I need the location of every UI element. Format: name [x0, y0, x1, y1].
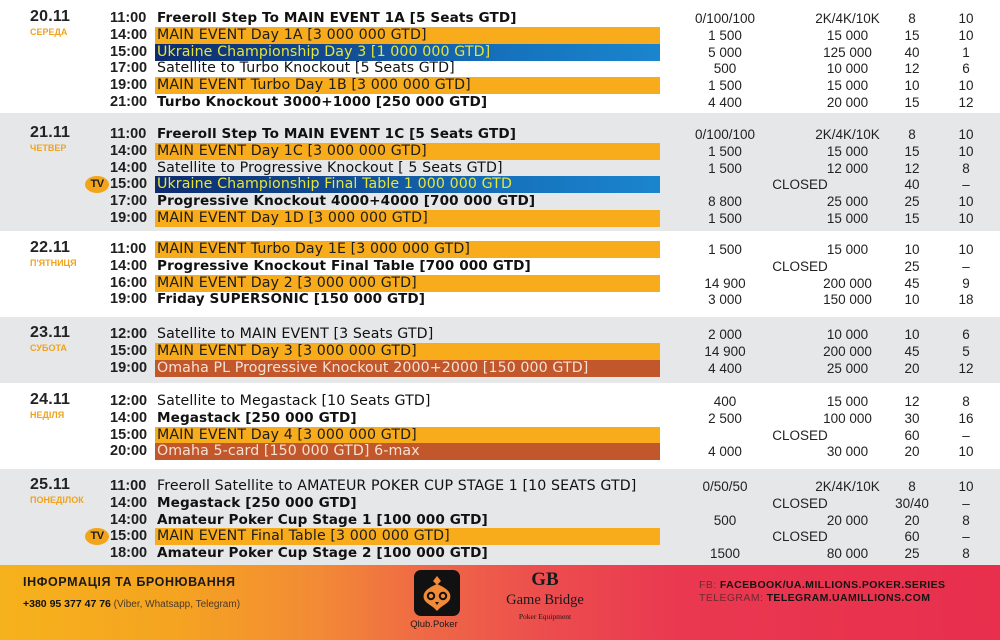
qlub-poker-icon [414, 570, 460, 616]
event-buyin: 2 500 [708, 410, 742, 426]
event-levels: 10 [904, 292, 920, 308]
event-row [0, 495, 1000, 512]
event-levels: 45 [904, 275, 920, 291]
event-time: 11:00 [110, 241, 147, 257]
event-row [0, 410, 1000, 427]
event-status-closed: CLOSED [772, 529, 828, 545]
event-late-reg: 10 [958, 211, 974, 226]
event-name: Amateur Poker Cup Stage 1 [100 000 GTD] [157, 511, 488, 528]
event-stack: 200 000 [823, 343, 872, 359]
event-buyin: 3 000 [708, 292, 742, 308]
contact-phone[interactable] [23, 598, 240, 610]
event-levels: 30/40 [895, 495, 929, 511]
event-levels: 40 [904, 44, 920, 60]
day-weekday: НЕДІЛЯ [30, 410, 65, 420]
event-row [0, 10, 1000, 27]
event-stack: 25 000 [826, 360, 869, 376]
event-late-reg: 8 [962, 160, 970, 176]
qlub-poker-label: Qlub.Poker [410, 619, 458, 630]
event-name: MAIN EVENT Turbo Day 1B [3 000 000 GTD] [155, 77, 660, 94]
event-buyin: 400 [713, 394, 737, 409]
event-status-closed: CLOSED [772, 177, 828, 193]
info-title: ІНФОРМАЦІЯ ТА БРОНЮВАННЯ [23, 575, 236, 589]
event-row [0, 241, 1000, 258]
event-buyin: 8 800 [708, 194, 742, 210]
event-late-reg: 10 [958, 143, 974, 159]
event-buyin: 1 500 [708, 242, 742, 257]
event-buyin: 14 900 [704, 275, 746, 291]
event-name: Omaha 5-card [150 000 GTD] 6-max [155, 443, 660, 460]
event-name: Friday SUPERSONIC [150 000 GTD] [157, 291, 426, 308]
event-late-reg: 18 [958, 292, 974, 308]
event-time: 15:00 [110, 43, 148, 60]
event-levels: 8 [908, 479, 916, 494]
event-stack: 150 000 [823, 292, 872, 308]
event-time: 14:00 [110, 26, 148, 43]
event-stack: 80 000 [826, 546, 869, 562]
event-stack: 15 000 [826, 143, 869, 159]
event-row [0, 427, 1000, 444]
event-time: 15:00 [110, 176, 148, 193]
day-weekday: СЕРЕДА [30, 27, 68, 37]
event-buyin: 4 000 [708, 444, 742, 460]
event-time: 19:00 [110, 291, 148, 308]
event-levels: 20 [904, 512, 920, 528]
event-name: Satellite to Megastack [10 Seats GTD] [157, 393, 431, 409]
event-status-closed: CLOSED [772, 258, 828, 274]
event-name: Turbo Knockout 3000+1000 [250 000 GTD] [157, 94, 488, 110]
event-name: MAIN EVENT Final Table [3 000 000 GTD] [155, 528, 660, 545]
event-levels: 20 [904, 444, 920, 460]
event-levels: 40 [904, 177, 920, 193]
event-time: 14:00 [110, 159, 148, 176]
event-levels: 15 [904, 27, 920, 43]
event-time: 15:00 [110, 426, 148, 443]
event-row [0, 176, 1000, 193]
event-buyin: 14 900 [704, 343, 746, 359]
event-time: 11:00 [110, 126, 147, 142]
event-status-closed: CLOSED [772, 495, 828, 511]
event-late-reg: 1 [962, 44, 970, 60]
event-time: 11:00 [110, 10, 147, 26]
event-buyin: 1500 [709, 546, 741, 562]
event-late-reg: 16 [958, 410, 974, 426]
day-date: 22.11 [30, 239, 71, 256]
event-buyin: 0/100/100 [694, 127, 756, 142]
event-name: MAIN EVENT Day 4 [3 000 000 GTD] [155, 427, 660, 444]
event-row [0, 326, 1000, 343]
event-name: Freeroll Step To MAIN EVENT 1C [5 Seats GTD] [157, 126, 517, 142]
event-stack: 2K/4K/10K [815, 479, 880, 494]
day-block [0, 113, 1000, 231]
event-stack: 20 000 [826, 512, 869, 528]
event-stack: 30 000 [826, 444, 869, 460]
event-row [0, 143, 1000, 160]
event-time: 18:00 [110, 545, 148, 562]
event-levels: 20 [904, 360, 920, 376]
event-time: 14:00 [110, 409, 148, 426]
event-stack: 15 000 [826, 394, 869, 409]
event-stack: 200 000 [823, 275, 872, 291]
event-time: 12:00 [110, 326, 148, 342]
event-time: 14:00 [110, 494, 148, 511]
event-late-reg: – [962, 529, 970, 545]
event-row [0, 160, 1000, 177]
event-row [0, 44, 1000, 61]
footer [0, 565, 1000, 640]
day-date: 25.11 [30, 476, 71, 493]
event-name: Progressive Knockout 4000+4000 [700 000 GTD] [157, 193, 536, 210]
event-late-reg: – [962, 495, 970, 511]
event-buyin: 2 000 [708, 327, 742, 342]
event-name: MAIN EVENT Day 2 [3 000 000 GTD] [155, 275, 660, 292]
event-stack: 10 000 [826, 327, 869, 342]
event-levels: 60 [904, 427, 920, 443]
event-name: MAIN EVENT Day 1D [3 000 000 GTD] [155, 210, 660, 227]
fb-link[interactable]: FACEBOOK/UA.MILLIONS.POKER.SERIES [719, 579, 946, 591]
event-buyin: 1 500 [708, 160, 742, 176]
event-late-reg: 6 [962, 327, 970, 342]
event-late-reg: 12 [958, 360, 974, 376]
event-buyin: 5 000 [708, 44, 742, 60]
facebook-link-row[interactable] [699, 579, 945, 592]
event-name: Satellite to Turbo Knockout [5 Seats GTD] [157, 60, 455, 77]
event-late-reg: 10 [958, 194, 974, 210]
event-late-reg: – [962, 258, 970, 274]
event-row [0, 528, 1000, 545]
gamebridge-logo [490, 569, 600, 637]
event-levels: 15 [904, 143, 920, 159]
event-stack: 15 000 [826, 211, 869, 226]
event-late-reg: 12 [958, 95, 974, 110]
event-row [0, 393, 1000, 410]
event-name: Satellite to MAIN EVENT [3 Seats GTD] [157, 326, 434, 342]
event-levels: 12 [904, 394, 920, 409]
event-row [0, 258, 1000, 275]
gamebridge-crown-icon: GB [531, 569, 559, 590]
event-row [0, 360, 1000, 377]
event-stack: 15 000 [826, 78, 869, 94]
event-buyin: 4 400 [708, 360, 742, 376]
event-name: Freeroll Step To MAIN EVENT 1A [5 Seats GTD] [157, 10, 517, 26]
event-levels: 25 [904, 258, 920, 274]
event-levels: 10 [904, 78, 920, 94]
event-time: 16:00 [110, 274, 148, 291]
event-levels: 12 [904, 160, 920, 176]
telegram-link-row[interactable] [699, 592, 945, 605]
event-stack: 12 000 [826, 160, 869, 176]
qlub-poker-logo [412, 570, 462, 640]
event-late-reg: 8 [962, 394, 970, 409]
event-stack: 10 000 [826, 61, 869, 77]
event-buyin: 1 500 [708, 27, 742, 43]
event-row [0, 60, 1000, 77]
event-levels: 15 [904, 211, 920, 226]
phone-number[interactable]: +380 95 377 47 76 [23, 598, 111, 610]
day-weekday: СУБОТА [30, 343, 67, 353]
event-stack: 15 000 [826, 242, 869, 257]
event-stack: 20 000 [826, 95, 869, 110]
gamebridge-name: Game Bridge [506, 592, 584, 608]
event-name: Satellite to Progressive Knockout [ 5 Seats GTD] [157, 159, 503, 176]
event-name: MAIN EVENT Day 1C [3 000 000 GTD] [155, 143, 660, 160]
event-status-closed: CLOSED [772, 427, 828, 443]
event-time: 17:00 [110, 193, 148, 210]
event-time: 12:00 [110, 393, 148, 409]
event-time: 15:00 [110, 528, 148, 545]
event-time: 19:00 [110, 359, 148, 376]
event-levels: 60 [904, 529, 920, 545]
event-row [0, 275, 1000, 292]
event-late-reg: 6 [962, 61, 970, 77]
day-weekday: ПОНЕДІЛОК [30, 495, 84, 505]
event-time: 17:00 [110, 60, 148, 77]
event-name: Amateur Poker Cup Stage 2 [100 000 GTD] [157, 545, 488, 562]
phone-note: (Viber, Whatsapp, Telegram) [113, 599, 241, 610]
event-row [0, 126, 1000, 143]
event-late-reg: 10 [958, 444, 974, 460]
day-block [0, 469, 1000, 565]
event-buyin: 500 [713, 512, 737, 528]
event-buyin: 0/50/50 [702, 479, 748, 494]
event-late-reg: 5 [962, 343, 970, 359]
day-date: 24.11 [30, 391, 71, 408]
event-time: 19:00 [110, 210, 148, 226]
event-stack: 2K/4K/10K [815, 127, 880, 142]
event-time: 19:00 [110, 77, 148, 94]
day-date: 21.11 [30, 124, 71, 141]
day-block [0, 383, 1000, 469]
event-levels: 45 [904, 343, 920, 359]
event-stack: 15 000 [826, 27, 869, 43]
event-name: MAIN EVENT Turbo Day 1E [3 000 000 GTD] [155, 241, 660, 258]
event-buyin: 4 400 [708, 95, 742, 110]
day-weekday: П'ЯТНИЦЯ [30, 258, 77, 268]
event-time: 14:00 [110, 142, 148, 159]
event-buyin: 500 [713, 61, 737, 77]
event-levels: 10 [904, 327, 920, 342]
event-time: 14:00 [110, 511, 148, 528]
event-buyin: 1 500 [708, 143, 742, 159]
event-late-reg: 10 [958, 27, 974, 43]
day-block [0, 0, 1000, 113]
event-row [0, 27, 1000, 44]
event-stack: 125 000 [823, 44, 872, 60]
event-late-reg: – [962, 177, 970, 193]
event-time: 15:00 [110, 342, 148, 359]
event-stack: 100 000 [823, 410, 872, 426]
event-row [0, 210, 1000, 227]
event-time: 14:00 [110, 257, 148, 274]
event-row [0, 94, 1000, 111]
event-name: Megastack [250 000 GTD] [157, 409, 357, 426]
event-late-reg: 10 [958, 479, 974, 494]
event-row [0, 77, 1000, 94]
telegram-link[interactable]: TELEGRAM.UAMILLIONS.COM [766, 592, 931, 604]
event-name: Omaha PL Progressive Knockout 2000+2000 [150 000 GTD] [155, 360, 660, 377]
event-row [0, 478, 1000, 495]
event-levels: 15 [904, 95, 920, 110]
event-name: Ukraine Championship Final Table 1 000 000 GTD [155, 176, 660, 193]
event-late-reg: – [962, 427, 970, 443]
event-name: MAIN EVENT Day 3 [3 000 000 GTD] [155, 343, 660, 360]
tv-broadcast-icon: TV [85, 528, 109, 545]
event-time: 20:00 [110, 443, 148, 460]
event-row [0, 443, 1000, 460]
fb-label: FB: [699, 579, 717, 591]
event-name: Progressive Knockout Final Table [700 000 GTD] [157, 257, 531, 274]
event-levels: 30 [904, 410, 920, 426]
day-weekday: ЧЕТВЕР [30, 143, 67, 153]
day-block [0, 231, 1000, 317]
event-levels: 12 [904, 61, 920, 77]
event-late-reg: 8 [962, 546, 970, 562]
tv-broadcast-icon: TV [85, 176, 109, 193]
day-block [0, 317, 1000, 383]
day-date: 20.11 [30, 8, 71, 25]
event-stack: 25 000 [826, 194, 869, 210]
event-late-reg: 10 [958, 242, 974, 257]
telegram-label: TELEGRAM: [699, 592, 764, 604]
event-row [0, 343, 1000, 360]
event-levels: 8 [908, 127, 916, 142]
event-late-reg: 10 [958, 127, 974, 142]
event-row [0, 193, 1000, 210]
event-time: 21:00 [110, 94, 148, 110]
event-levels: 25 [904, 194, 920, 210]
event-name: MAIN EVENT Day 1A [3 000 000 GTD] [155, 27, 660, 44]
event-name: Megastack [250 000 GTD] [157, 494, 357, 511]
event-row [0, 291, 1000, 308]
event-row [0, 545, 1000, 562]
event-levels: 8 [908, 11, 916, 26]
event-row [0, 512, 1000, 529]
gamebridge-subtitle: Poker Equipment [518, 612, 572, 621]
event-late-reg: 10 [958, 78, 974, 94]
event-late-reg: 9 [962, 275, 970, 291]
social-links [699, 579, 945, 605]
event-levels: 10 [904, 242, 920, 257]
event-late-reg: 8 [962, 512, 970, 528]
day-date: 23.11 [30, 324, 71, 341]
event-time: 11:00 [110, 478, 147, 494]
event-buyin: 1 500 [708, 78, 742, 94]
event-buyin: 0/100/100 [694, 11, 756, 26]
event-levels: 25 [904, 546, 920, 562]
event-name: Ukraine Championship Day 3 [1 000 000 GTD] [155, 44, 660, 61]
event-stack: 2K/4K/10K [815, 11, 880, 26]
event-late-reg: 10 [958, 11, 974, 26]
event-name: Freeroll Satellite to AMATEUR POKER CUP STAGE 1 [10 SEATS GTD] [157, 478, 637, 494]
event-buyin: 1 500 [708, 211, 742, 226]
